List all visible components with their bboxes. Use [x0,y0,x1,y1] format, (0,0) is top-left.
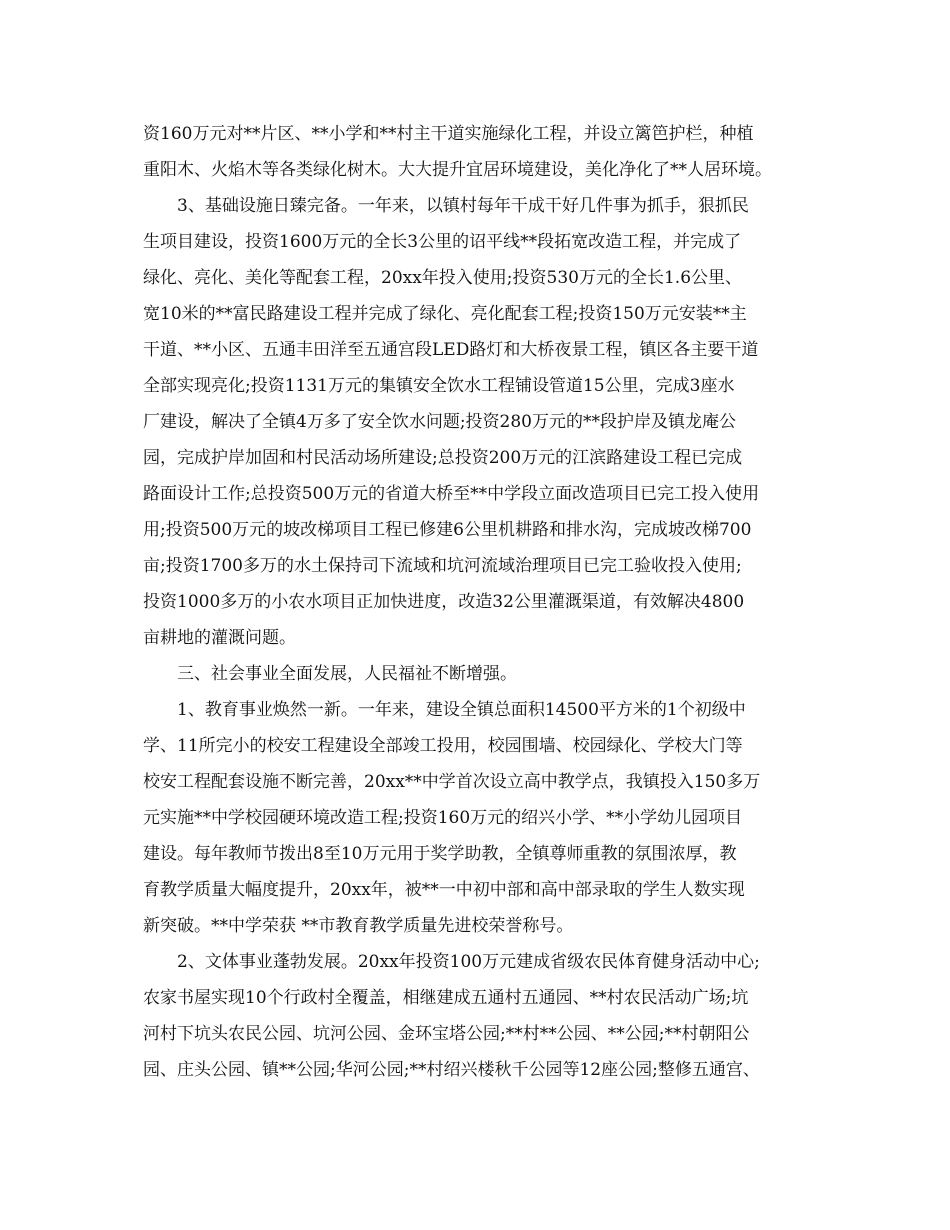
text-line: 资160万元对**片区、**小学和**村主干道实施绿化工程，并设立篱笆护栏，种植 [143,124,754,144]
text-line: 元实施**中学校园硬环境改造工程;投资160万元的绍兴小学、**小学幼儿园项目 [143,808,743,828]
text-line: 用;投资500万元的坡改梯项目工程已修建6公里机耕路和排水沟，完成坡改梯700 [143,520,752,540]
text-line: 亩耕地的灌溉问题。 [143,628,296,648]
text-line: 学、11所完小的校安工程建设全部竣工投用，校园围墙、校园绿化、学校大门等 [143,736,743,756]
text-line: 路面设计工作;总投资500万元的省道大桥至**中学段立面改造项目已完工投入使用 [143,484,760,504]
text-line: 育教学质量大幅度提升，20xx年，被**一中初中部和高中部录取的学生人数实现 [143,880,745,900]
text-line: 3、基础设施日臻完备。一年来，以镇村每年干成干好几件事为抓手，狠抓民 [177,196,749,216]
text-line: 厂建设，解决了全镇4万多了安全饮水问题;投资280万元的**段护岸及镇龙庵公 [143,412,736,432]
text-line: 新突破。**中学荣获 **市教育教学质量先进校荣誉称号。 [143,916,574,936]
text-line: 干道、**小区、五通丰田洋至五通宫段LED路灯和大桥夜景工程，镇区各主要干道 [143,340,759,360]
text-line: 生项目建设，投资1600万元的全长3公里的诏平线**段拓宽改造工程，并完成了 [143,232,742,252]
text-line: 河村下坑头农民公园、坑河公园、金环宝塔公园;**村**公园、**公园;**村朝阳公 [143,1024,750,1044]
text-line: 绿化、亮化、美化等配套工程，20xx年投入使用;投资530万元的全长1.6公里、 [143,268,743,288]
text-line: 园，完成护岸加固和村民活动场所建设;总投资200万元的江滨路建设工程已完成 [143,448,743,468]
text-line: 2、文体事业蓬勃发展。20xx年投资100万元建成省级农民体育健身活动中心; [177,952,760,972]
text-line: 投资1000多万的小农水项目正加快进度，改造32公里灌溉渠道，有效解决4800 [143,592,745,612]
text-line: 亩;投资1700多万的水土保持司下流域和坑河流域治理项目已完工验收投入使用; [143,556,742,576]
text-line: 农家书屋实现10个行政村全覆盖，相继建成五通村五通园、**村农民活动广场;坑 [143,988,749,1008]
text-line: 重阳木、火焰木等各类绿化树木。大大提升宜居环境建设，美化净化了**人居环境。 [143,160,772,180]
text-line: 三、社会事业全面发展，人民福祉不断增强。 [177,664,517,684]
text-line: 1、教育事业焕然一新。一年来，建设全镇总面积14500平方米的1个初级中 [177,700,746,720]
text-line: 宽10米的**富民路建设工程并完成了绿化、亮化配套工程;投资150万元安装**主 [143,304,747,324]
document-page [143,116,823,1088]
text-line: 建设。每年教师节拨出8至10万元用于奖学助教，全镇尊师重教的氛围浓厚，教 [143,844,737,864]
text-line: 校安工程配套设施不断完善，20xx**中学首次设立高中教学点，我镇投入150多万 [143,772,761,792]
text-line: 园、庄头公园、镇**公园;华河公园;**村绍兴楼秋千公园等12座公园;整修五通宫、 [143,1060,760,1080]
text-line: 全部实现亮化;投资1131万元的集镇安全饮水工程铺设管道15公里，完成3座水 [143,376,735,396]
